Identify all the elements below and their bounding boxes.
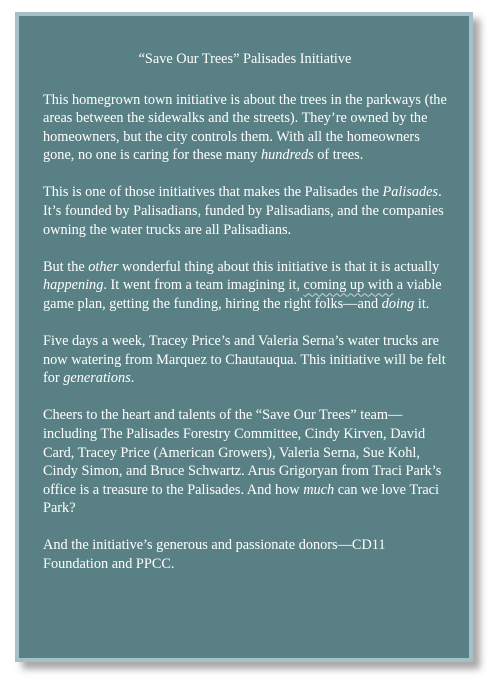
paragraph-4	[43, 332, 447, 388]
text-run: This homegrown town initiative is about the trees in the parkways (the areas between the sidewalks and the streets). They’re owned by the homeowners, but the city controls them. With all the homeowners gone, no one is caring for these many	[43, 91, 447, 164]
emphasis-text: happening	[43, 277, 104, 294]
text-run: Cheers to the heart and talents of the “Save Our Trees” team—including The Palisades Forestry Committee, Cindy Kirven, David Card, Tracey Price (American Growers), Valeria Serna, Sue Kohl, Cindy Simon, and Bruce Schwartz. Arus Grigoryan from Traci Park’s office is a treasure to the Palisades. And how	[43, 407, 442, 498]
text-run: of trees.	[313, 147, 364, 164]
text-run: a viable game plan, getting the funding, hiring the right folks—and	[43, 277, 442, 312]
paragraph-3	[43, 258, 447, 314]
emphasis-text: other	[88, 258, 119, 275]
text-run: But the	[43, 258, 89, 275]
document-body	[43, 50, 447, 574]
text-run: wonderful thing about this initiative is that it is actually	[118, 258, 440, 275]
text-run: . It’s founded by Palisadians, funded by Palisadians, and the companies owning the water trucks are all Palisadians.	[43, 184, 444, 238]
paragraph-6	[43, 536, 447, 573]
text-run: This is one of those initiatives that makes the Palisades the	[43, 184, 383, 201]
text-run: can we love Traci Park?	[43, 481, 439, 517]
text-run: .	[130, 370, 135, 387]
paragraph-5	[43, 406, 447, 518]
emphasis-text: much	[303, 481, 335, 498]
document-panel	[15, 12, 473, 662]
emphasis-text: doing	[381, 295, 415, 312]
emphasis-text: Palisades	[382, 184, 439, 201]
paragraph-2	[43, 183, 447, 239]
document-title: “Save Our Trees” Palisades Initiative	[138, 51, 352, 67]
emphasis-text: hundreds	[260, 147, 314, 164]
paragraph-list	[43, 91, 447, 574]
text-run: Five days a week, Tracey Price’s and Valeria Serna’s water trucks are now watering from Marquez to Chautauqua. This initiative will be felt for	[43, 333, 446, 387]
emphasis-text: generations	[63, 370, 131, 387]
text-run: . It went from a team imagining it,	[103, 277, 304, 294]
spellcheck-flagged-text: coming up with	[303, 277, 394, 294]
paragraph-1	[43, 91, 447, 165]
text-run: it.	[414, 295, 430, 312]
text-run: And the initiative’s generous and passionate donors—CD11 Foundation and PPCC.	[43, 537, 386, 572]
